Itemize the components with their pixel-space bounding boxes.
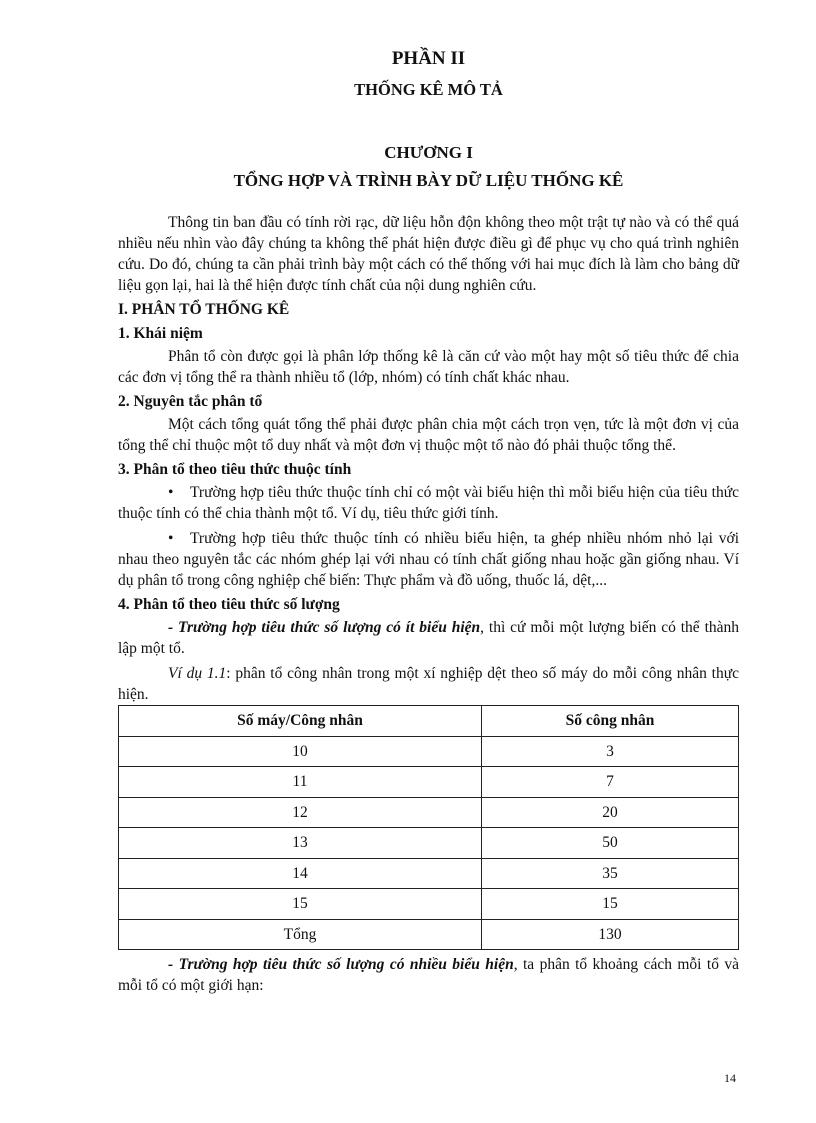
case1-paragraph: [118, 617, 739, 659]
table-cell: 15: [482, 889, 739, 920]
table-row: [119, 858, 739, 889]
case2-emphasis: - Trường hợp tiêu thức số lượng có nhiều biểu hiện: [168, 956, 514, 973]
case2-paragraph: [118, 954, 739, 996]
table-cell: 11: [119, 767, 482, 798]
table-cell: 50: [482, 828, 739, 859]
table-cell: 13: [119, 828, 482, 859]
bullet-item-2: [118, 528, 739, 591]
table-row: [119, 889, 739, 920]
table-row: [119, 736, 739, 767]
table-header-row: [119, 706, 739, 737]
subsection-heading-4: 4. Phân tổ theo tiêu thức số lượng: [118, 596, 340, 613]
body-content: [118, 212, 739, 996]
part-heading: PHẦN II: [391, 48, 466, 69]
principle-paragraph: Một cách tổng quát tổng thể phải được phân chia một cách trọn vẹn, tức là một đơn vị của tổng thể chỉ thuộc một tổ duy nhất và một đơn vị thuộc một tổ nào đó phải thuộc tổng thể.: [118, 416, 739, 454]
chapter-heading: CHƯƠNG I: [384, 143, 473, 162]
subsection-heading-1: 1. Khái niệm: [118, 325, 203, 342]
table-header-workers: Số công nhân: [482, 706, 739, 737]
section-heading: I. PHÂN TỔ THỐNG KÊ: [118, 301, 290, 318]
table-cell: 12: [119, 797, 482, 828]
bullet-text-1: Trường hợp tiêu thức thuộc tính chỉ có một vài biểu hiện thì mỗi biểu hiện của tiêu thức thuộc tính có thể chia thành một tổ. Ví dụ, tiêu thức giới tính.: [118, 484, 739, 522]
part-title: THỐNG KÊ MÔ TẢ: [354, 80, 503, 99]
table-cell: 35: [482, 858, 739, 889]
table-cell: 20: [482, 797, 739, 828]
case2-text: , ta phân tổ khoảng cách mỗi tổ và mỗi tổ có một giới hạn:: [118, 956, 739, 994]
table-header-machines: Số máy/Công nhân: [119, 706, 482, 737]
data-table: [118, 705, 739, 950]
table-row: [119, 828, 739, 859]
table-cell: 130: [482, 919, 739, 950]
chapter-title: TỔNG HỢP VÀ TRÌNH BÀY DỮ LIỆU THỐNG KÊ: [233, 171, 624, 190]
table-cell: 7: [482, 767, 739, 798]
table-cell: 15: [119, 889, 482, 920]
subsection-heading-2: 2. Nguyên tắc phân tổ: [118, 393, 263, 410]
example-text: : phân tổ công nhân trong một xí nghiệp dệt theo số máy do mỗi công nhân thực hiện.: [118, 665, 740, 703]
example-paragraph: [118, 663, 739, 705]
table-row: [119, 797, 739, 828]
case1-emphasis: - Trường hợp tiêu thức số lượng có ít biểu hiện: [168, 619, 481, 636]
bullet-item-1: [118, 482, 739, 524]
bullet-icon: •: [168, 530, 174, 547]
case1-text: , thì cứ mỗi một lượng biến có thể thành lập một tổ.: [118, 619, 739, 657]
definition-paragraph: Phân tổ còn được gọi là phân lớp thống kê là căn cứ vào một hay một số tiêu thức để chia các đơn vị tổng thể ra thành nhiều tổ (lớp, nhóm) có tính chất khác nhau.: [118, 348, 739, 386]
example-label: Ví dụ 1.1: [168, 665, 227, 682]
page-number: 14: [724, 1071, 736, 1085]
bullet-icon: •: [168, 484, 174, 501]
bullet-text-2: Trường hợp tiêu thức thuộc tính có nhiều biểu hiện, ta ghép nhiều nhóm nhỏ lại với nhau theo nguyên tắc các nhóm ghép lại với nhau có tính chất giống nhau hoặc gần giống nhau. Ví dụ phân tổ trong công nghiệp chế biến: Thực phẩm và đồ uống, thuốc lá, dệt,...: [118, 530, 739, 589]
table-row: [119, 767, 739, 798]
intro-paragraph: Thông tin ban đầu có tính rời rạc, dữ liệu hỗn độn không theo một trật tự nào và có thể quá nhiều nếu nhìn vào đây chúng ta không thể phát hiện được điều gì để phục vụ cho quá trình nghiên cứu. Do đó, chúng ta cần phải trình bày một cách có thể thống với hai mục đích là làm cho bảng dữ liệu gọn lại, hai là thể hiện được tính chất của nội dung nghiên cứu.: [118, 214, 739, 294]
table-cell: 10: [119, 736, 482, 767]
table-total-row: [119, 919, 739, 950]
table-cell: 3: [482, 736, 739, 767]
table-cell: 14: [119, 858, 482, 889]
table-cell: Tổng: [119, 919, 482, 950]
subsection-heading-3: 3. Phân tổ theo tiêu thức thuộc tính: [118, 461, 352, 478]
